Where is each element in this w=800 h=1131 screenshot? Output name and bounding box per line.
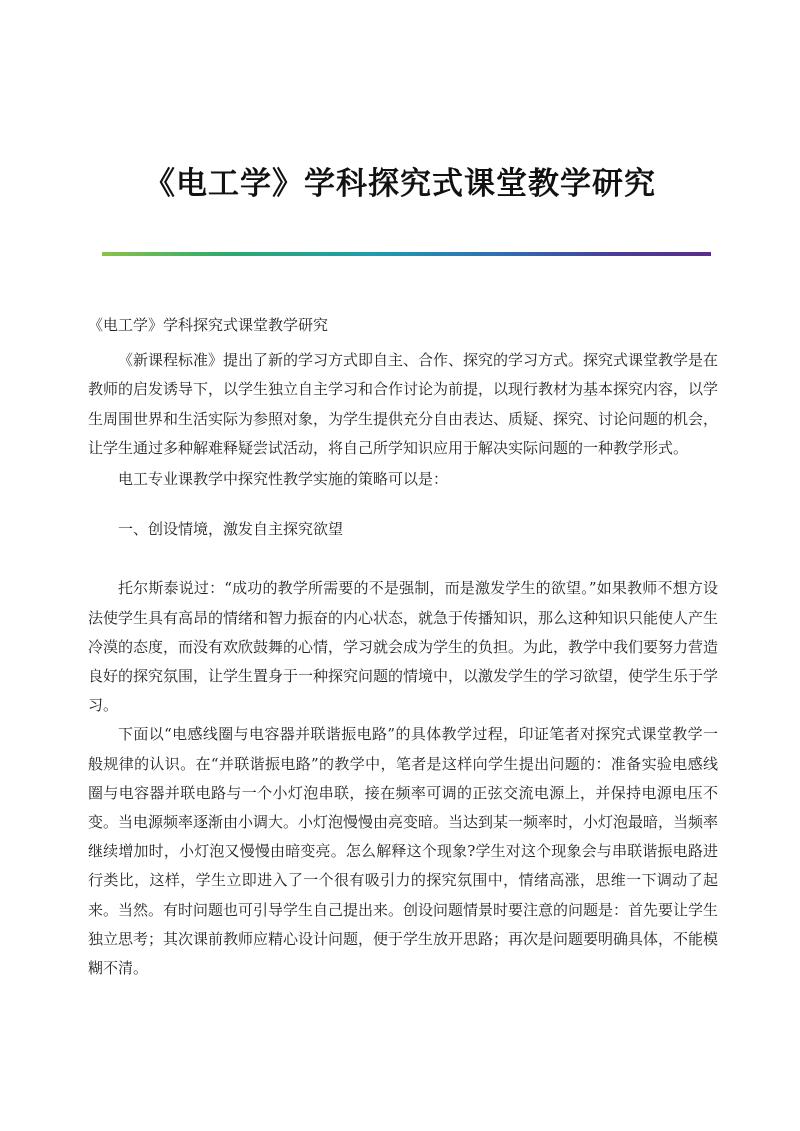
body-subtitle: 《电工学》学科探究式课堂教学研究	[88, 316, 329, 334]
section-heading-1: 一、创设情境，激发自主探究欲望	[118, 520, 344, 539]
paragraph-parallel-resonance: 下面以“电感线圈与电容器并联谐振电路”的具体教学过程，印证笔者对探究式课堂教学一般规律的认识。在“并联谐振电路”的教学中，笔者是这样向学生提出问题的：准备实验电感线圈与电容器并联电路与一个小灯泡串联，接在频率可调的正弦交流电源上，并保持电源电压不变。当电源频率逐渐由小调大。小灯泡慢慢由亮变暗。当达到某一频率时，小灯泡最暗，当频率继续增加时，小灯泡又慢慢由暗变亮。怎么解释这个现象?学生对这个现象会与串联谐振电路进行类比，这样，学生立即进入了一个很有吸引力的探究氛围中，情绪高涨，思维一下调动了起来。当然。有时问题也可引导学生自己提出来。创设问题情景时要注意的问题是：首先要让学生独立思考；其次课前教师应精心设计问题，便于学生放开思路；再次是问题要明确具体，不能模糊不清。	[88, 725, 719, 978]
document-body	[88, 311, 718, 983]
title-divider	[102, 252, 711, 256]
document-title: 《电工学》学科探究式课堂教学研究	[144, 166, 656, 202]
paragraph-intro: 《新课程标准》提出了新的学习方式即自主、合作、探究的学习方式。探究式课堂教学是在教师的启发诱导下，以学生独立自主学习和合作讨论为前提，以现行教材为基本探究内容，以学生周围世界和生活实际为参照对象，为学生提供充分自由表达、质疑、探究、讨论问题的机会，让学生通过多种解难释疑尝试活动，将自己所学知识应用于解决实际问题的一种教学形式。	[88, 351, 719, 457]
paragraph-strategy-intro: 电工专业课教学中探究性教学实施的策略可以是：	[118, 470, 449, 489]
paragraph-tolstoy: 托尔斯泰说过：“成功的教学所需要的不是强制，而是激发学生的欲望。”如果教师不想方设法使学生具有高昂的情绪和智力振奋的内心状态，就急于传播知识，那么这种知识只能使人产生冷漠的态度，而没有欢欣鼓舞的心情，学习就会成为学生的负担。为此，教学中我们要努力营造良好的探究氛围，让学生置身于一种探究问题的情境中，以激发学生的学习欲望，使学生乐于学习。	[88, 579, 719, 715]
